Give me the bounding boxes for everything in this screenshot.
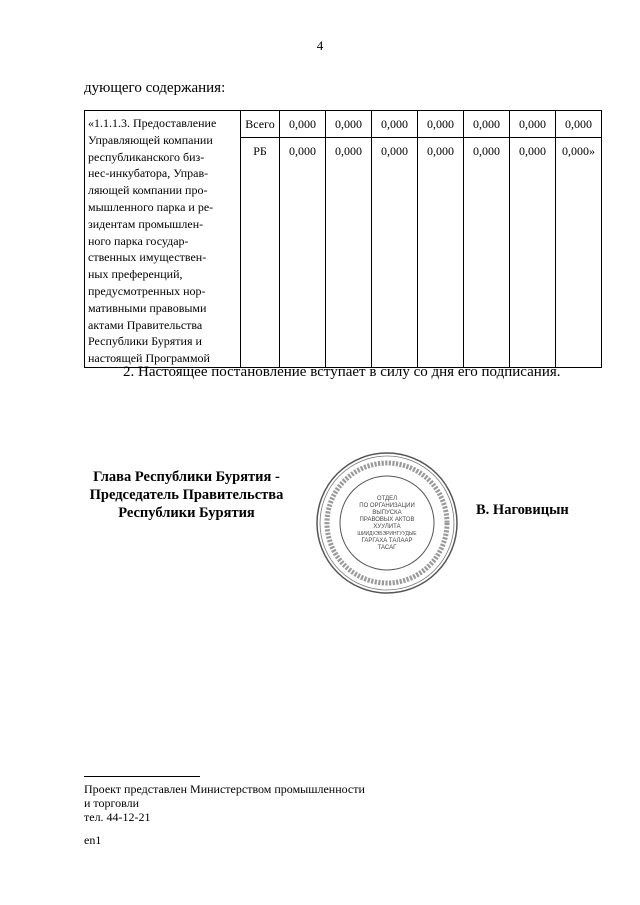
year-column [464, 111, 510, 368]
budget-table [84, 110, 602, 368]
official-seal [314, 450, 460, 596]
seal-text: ВЫПУСКА [372, 510, 402, 516]
seal-text: ПРАВОВЫХ АКТОВ [359, 517, 415, 523]
seal-text: ПО ОРГАНИЗАЦИИ [359, 503, 415, 509]
source-rb: РБ [253, 144, 267, 158]
value-cell: 0,000 [381, 144, 408, 158]
value-cell: 0,000» [562, 144, 595, 158]
value-cell: 0,000 [326, 111, 371, 138]
footer-line: тел. 44-12-21 [84, 810, 151, 824]
value-cell: 0,000 [280, 111, 325, 138]
lead-text: дующего содержания: [84, 80, 226, 96]
value-cell: 0,000 [418, 111, 463, 138]
title-line: Председатель Правительства [89, 487, 284, 503]
footer-line: Проект представлен Министерством промышленности [84, 782, 365, 796]
seal-text: ТАСАГ [377, 545, 397, 551]
seal-text: ШИИДХЭБЭРИНГУУДЫЕ [357, 531, 417, 537]
value-cell: 0,000 [464, 111, 509, 138]
seal-text: ОТДЕЛ [376, 496, 398, 502]
desc-line: настоящей Программой [88, 351, 210, 366]
seal-outer-ring [317, 453, 457, 593]
year-column [280, 111, 326, 368]
seal-text: ГАРГАХА ТАЛААР [361, 538, 413, 544]
year-column [556, 111, 602, 368]
desc-line: «1.1.1.3. Предоставление [88, 116, 217, 130]
page-number: 4 [316, 38, 324, 53]
year-column [326, 111, 372, 368]
value-cell: 0,000 [427, 144, 454, 158]
year-column [372, 111, 418, 368]
value-cell: 0,000 [372, 111, 417, 138]
value-cell: 0,000 [519, 144, 546, 158]
signatory-name: В. Наговицын [476, 502, 569, 518]
value-cell: 0,000 [510, 111, 555, 138]
seal-inner-ring [340, 476, 434, 570]
signatory-title [84, 468, 289, 522]
year-column [418, 111, 464, 368]
title-line: Республики Бурятия [118, 505, 255, 521]
value-cell: 0,000 [556, 111, 601, 138]
desc-line: нес-инкубатора, Управ- [88, 166, 209, 181]
desc-line: ственных имуществен- [88, 250, 207, 265]
desc-line: актами Правительства [88, 317, 203, 332]
footer-note [84, 782, 365, 824]
value-cell: 0,000 [289, 144, 316, 158]
paragraph-2: 2. Настоящее постановление вступает в силу со дня его подписания. [123, 364, 561, 380]
measure-description [85, 111, 241, 368]
desc-line: мативными правовыми [88, 300, 207, 315]
title-line: Глава Республики Бурятия - [93, 469, 280, 485]
desc-line: мышленного парка и ре- [88, 199, 214, 214]
value-cell: 0,000 [473, 144, 500, 158]
seal-text: ХУУЛИТА [373, 524, 401, 530]
year-column [510, 111, 556, 368]
seal-center-text [357, 496, 417, 551]
desc-line: Республики Бурятия и [88, 334, 202, 349]
value-cell: 0,000 [335, 144, 362, 158]
desc-line: республиканского биз- [88, 149, 205, 164]
desc-line: Управляющей компании [88, 132, 213, 147]
desc-line: предусмотренных нор- [88, 283, 206, 298]
seal-ring-lettering [327, 463, 447, 583]
desc-line: ных преференций, [88, 267, 183, 282]
desc-line: ного парка государ- [88, 233, 189, 248]
footer-line: и торговли [84, 796, 140, 810]
footer-divider [84, 776, 200, 777]
document-code: en1 [84, 833, 102, 847]
funding-source-column [241, 111, 280, 368]
desc-line: ляющей компании про- [88, 183, 208, 198]
desc-line: зидентам промышлен- [88, 216, 204, 231]
source-total: Всего [241, 111, 279, 138]
